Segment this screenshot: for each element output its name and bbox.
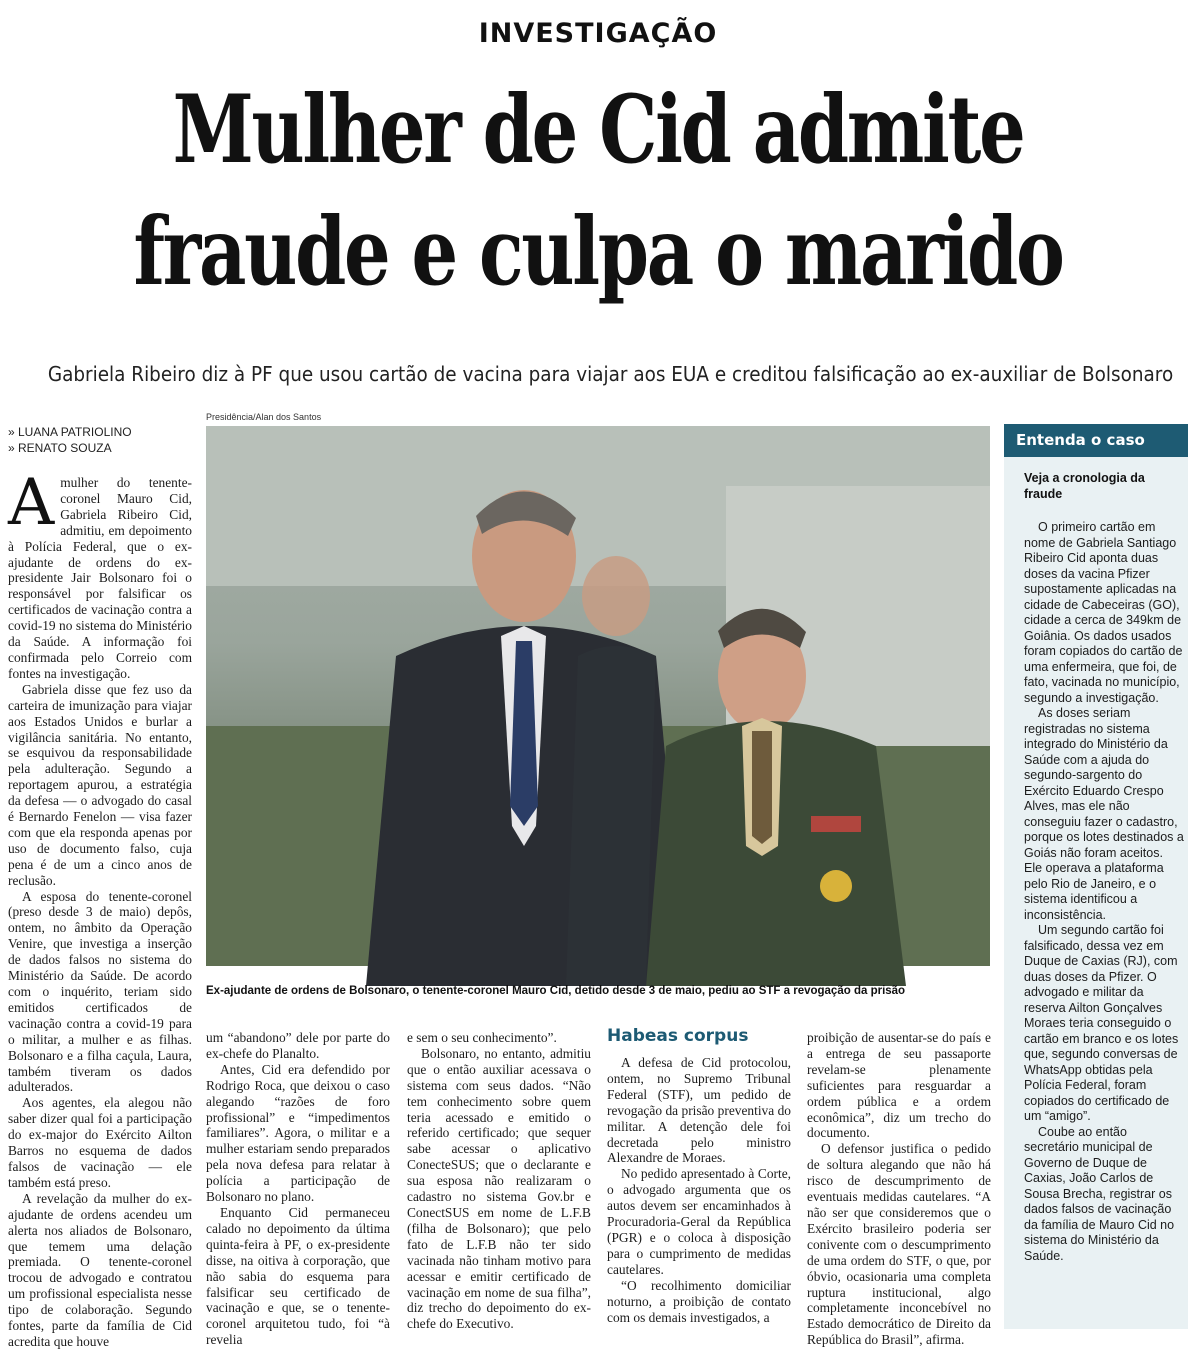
byline-author: » RENATO SOUZA	[8, 441, 112, 455]
bylines	[8, 424, 132, 456]
sidebar-paragraph: Um segundo cartão foi falsificado, dessa vez em Duque de Caxias (RJ), com duas doses da Pfizer. O advogado e militar da reserva Ailton Gonçalves Moraes teria conseguido o cartão em branco e os lotes que, segundo conversas de WhatsApp obtidas pela Polícia Federal, foram copiados do certificado de um “amigo”.	[1024, 923, 1179, 1123]
sidebar-title: Entenda o caso	[1004, 424, 1188, 457]
paragraph: Enquanto Cid permaneceu calado no depoimento da última quinta-feira à PF, o ex-presidente disse, na oitiva à corporação, que não sabia do esquema para falsificar seu certificado de vacinação e que, se o tenente-coronel arquitetou tudo, foi “à revelia	[206, 1204, 390, 1348]
headline-line-1: Mulher de Cid admite	[172, 75, 1024, 185]
paragraph: “O recolhimento domiciliar noturno, a proibição de contato com os demais investigados, a	[607, 1277, 791, 1325]
photo-illustration	[206, 426, 990, 966]
sidebar-paragraph: Coube ao então secretário municipal de Governo de Duque de Caxias, João Carlos de Sousa Brecha, registrar os dados falsos de vacinação da família de Mauro Cid no sistema do Ministério da Saúde.	[1024, 1124, 1175, 1263]
paragraph: A revelação da mulher do ex-ajudante de ordens acendeu um alerta nos aliados de Bolsonaro, que temem uma delação premiada. O tenente-coronel trocou de advogado e contratou um profissional especialista nesse tipo de colaboração. Segundo fontes, parte da família de Cid acredita que houve	[8, 1190, 192, 1349]
section-subheading: Habeas corpus	[607, 1026, 749, 1046]
news-photo	[206, 426, 990, 966]
paragraph: A esposa do tenente-coronel (preso desde 3 de maio) depôs, ontem, no âmbito da Operação Venire, que investiga a inserção de dados falsos no sistema do Ministério da Saúde. De acordo com o inquérito, teriam sido emitidos certificados de vacinação contra a covid-19 para o militar, a mulher e as filhas. Bolsonaro e a filha caçula, Laura, também tiveram os dados adulterados.	[8, 888, 192, 1095]
byline-author: » LUANA PATRIOLINO	[8, 425, 132, 439]
article-column-4	[607, 1055, 791, 1335]
article-column-1	[8, 466, 192, 1349]
headline-line-2: fraude e culpa o marido	[133, 197, 1063, 307]
paragraph: No pedido apresentado à Corte, o advogado argumenta que os autos devem ser encaminhados à Procuradoria-Geral da República (PGR) e o coloca à disposição para o cumprimento de medidas cautelares.	[607, 1166, 791, 1277]
subheadline: Gabriela Ribeiro diz à PF que usou cartão de vacina para viajar aos EUA e creditou falsificação ao ex-auxiliar de Bolsonaro	[47, 362, 1174, 386]
paragraph: um “abandono” dele por parte do ex-chefe do Planalto.	[206, 1030, 390, 1061]
paragraph: Antes, Cid era defendido por Rodrigo Roca, que deixou o caso alegando “razões de foro profissional” e “impedimentos familiares”. Agora, o militar e a mulher estariam sendo preparados pela nova defesa para relatar à polícia a participação de Bolsonaro no plano.	[206, 1061, 390, 1205]
section-tag: INVESTIGAÇÃO	[478, 18, 718, 49]
photo-caption: Ex-ajudante de ordens de Bolsonaro, o tenente-coronel Mauro Cid, detido desde 3 de maio, pediu ao STF a revogação da prisão	[206, 985, 906, 997]
photo-credit: Presidência/Alan dos Santos	[206, 412, 322, 422]
article-column-3	[407, 1030, 591, 1335]
paragraph: A defesa de Cid protocolou, ontem, no Supremo Tribunal Federal (STF), um pedido de revogação da prisão preventiva do militar. A detenção dele foi decretada pelo ministro Alexandre de Moraes.	[607, 1055, 791, 1166]
paragraph: O defensor justifica o pedido de soltura alegando que não há risco de descumprimento de eventuais medidas cautelares. “A não ser que consideremos que o Exército brasileiro poderia ser conivente com o descumprimento de uma ordem do STF, o que, por óbvio, ocasionaria uma completa ruptura institucional, algo completamente inconcebível no Estado democrático de Direito da República do Brasil”, afirma.	[807, 1141, 991, 1348]
sidebar-paragraph: O primeiro cartão em nome de Gabriela Santiago Ribeiro Cid aponta duas doses da vacina Pfizer supostamente aplicadas na cidade de Cabeceiras (GO), cidade a cerca de 349km de Goiânia. Os dados usados foram copiados do cartão de uma enfermeira, que foi, de fato, vacinada no município, segundo a investigação.	[1024, 520, 1183, 705]
sidebar-subtitle: Veja a cronologia da fraude	[1024, 471, 1145, 501]
sidebar-body	[1024, 520, 1184, 1330]
paragraph: e sem o seu conhecimento”.	[407, 1030, 557, 1045]
sidebar-paragraph: As doses seriam registradas no sistema integrado do Ministério da Saúde com a ajuda do segundo-sargento do Exército Eduardo Crespo Alves, mas ele não conseguiu fazer o cadastro, porque os lotes destinados a Goiás não foram aceitos. Ele operava a plataforma pelo Rio de Janeiro, e o sistema identificou a inconsistência.	[1024, 706, 1184, 922]
paragraph: proibição de ausentar-se do país e a entrega de seu passaporte revelam-se plenamente suficientes para resguardar a ordem pública e a ordem econômica”, diz um trecho do documento.	[807, 1030, 991, 1141]
article-column-5	[807, 1030, 991, 1348]
paragraph: Bolsonaro, no entanto, admitiu que o então auxiliar acessava o sistema com seus dados. “Não tem conhecimento sobre quem teria acessado e emitido o referido certificado; que sequer sabe acessar o aplicativo ConecteSUS; que o declarante e sua esposa não realizaram o cadastro no sistema Gov.br e ConectSUS em nome de L.F.B (filha de Bolsonaro); que pelo fato de L.F.B não ter sido vacinada não tinham motivo para acessar e emitir certificado de vacinação em nome de sua filha”, diz trecho do depoimento do ex-chefe do Executivo.	[407, 1045, 591, 1332]
paragraph: Aos agentes, ela alegou não saber dizer qual foi a participação do ex-major do Exército Ailton Barros no esquema de dados falsos de vacinação — ele também está preso.	[8, 1095, 192, 1190]
paragraph: Gabriela disse que fez uso da carteira de imunização para viajar aos Estados Unidos e burlar a vigilância sanitária. No entanto, se esquivou da responsabilidade pela adulteração. Segundo a reportagem apurou, a estratégia da defesa — o advogado do casal é Bernardo Fenelon — visa fazer com que ela responda apenas por uso de documento falso, cuja pena é de um a cinco anos de reclusão.	[8, 681, 192, 888]
drop-cap: A	[8, 466, 55, 540]
paragraph: mulher do tenente-coronel Mauro Cid, Gabriela Ribeiro Cid, admitiu, em depoimento à Polícia Federal, que o ex-ajudante de ordens do ex-presidente Jair Bolsonaro foi o responsável por falsificar os certificados de vacinação contra a covid-19 no sistema do Ministério da Saúde. A informação foi confirmada pelo Correio com fontes na investigação.	[8, 475, 192, 681]
article-column-2	[206, 1030, 390, 1348]
